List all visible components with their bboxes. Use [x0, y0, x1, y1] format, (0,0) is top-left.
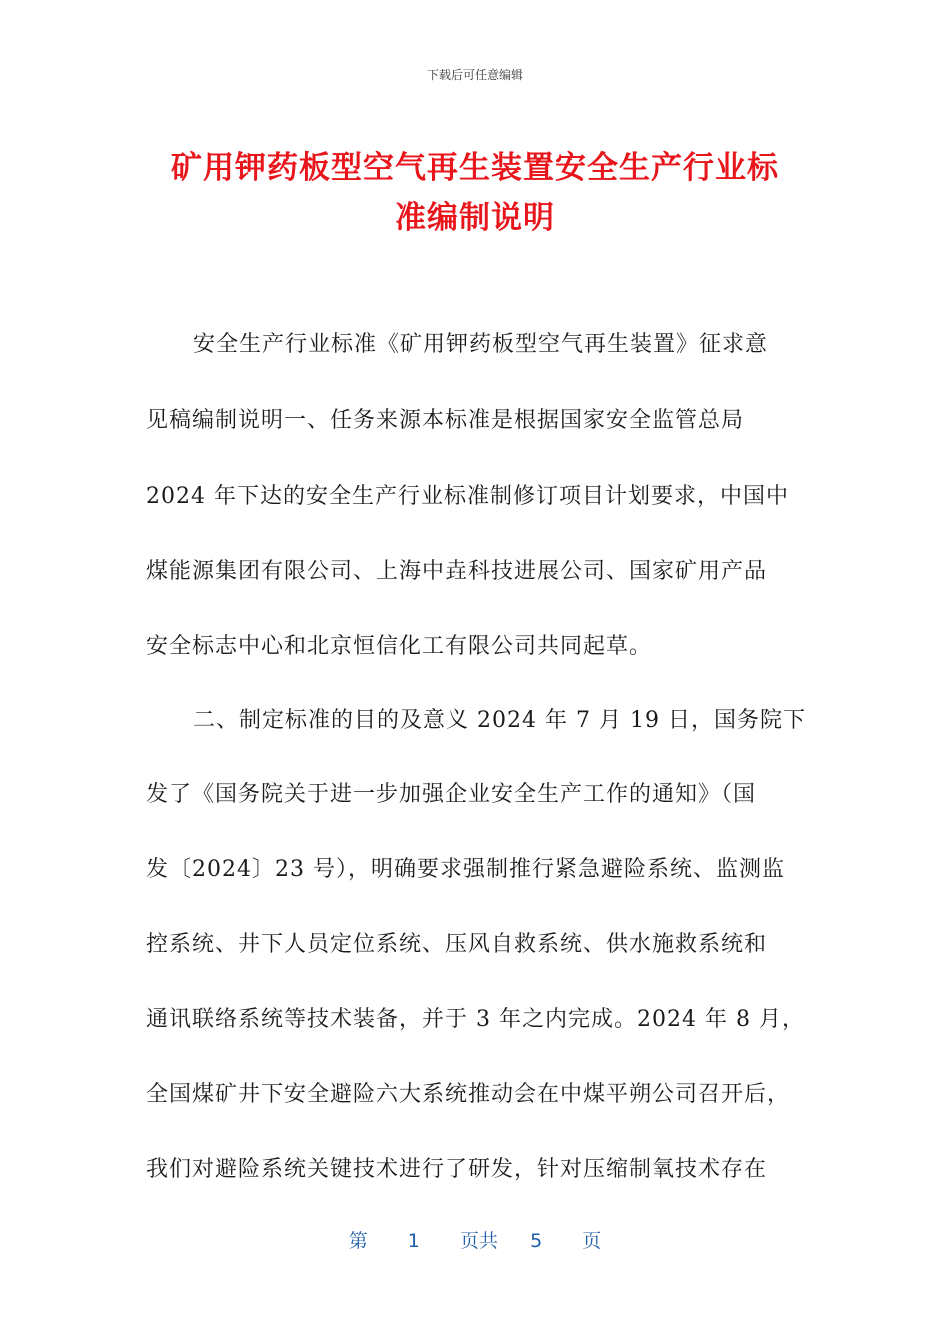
- body-line: 通讯联络系统等技术装备，并于 3 年之内完成。2024 年 8 月，: [146, 1007, 805, 1032]
- body-line: 2024 年下达的安全生产行业标准制修订项目计划要求，中国中: [146, 484, 789, 509]
- body-line: 煤能源集团有限公司、上海中垚科技进展公司、国家矿用产品: [146, 559, 768, 584]
- body-line: 发了《国务院关于进一步加强企业安全生产工作的通知》（国: [146, 782, 757, 807]
- footer-page-total: 5: [530, 1230, 543, 1252]
- body-line: 我们对避险系统关键技术进行了研发，针对压缩制氧技术存在: [146, 1157, 768, 1182]
- body-line: 见稿编制说明一、任务来源本标准是根据国家安全监管总局: [146, 408, 745, 433]
- document-title: [120, 143, 830, 243]
- footer-page-number: 1: [407, 1230, 420, 1252]
- title-line-1: 矿用钾药板型空气再生装置安全生产行业标: [171, 150, 779, 186]
- body-line: 安全标志中心和北京恒信化工有限公司共同起草。: [146, 634, 653, 659]
- body-line: 发〔2024〕23 号），明确要求强制推行紧急避险系统、监测监: [146, 857, 785, 882]
- footer-prefix: 第: [348, 1230, 368, 1252]
- body-line: 全国煤矿井下安全避险六大系统推动会在中煤平朔公司召开后，: [146, 1082, 791, 1107]
- footer-suffix: 页: [582, 1230, 602, 1252]
- body-line: 安全生产行业标准《矿用钾药板型空气再生装置》征求意: [193, 332, 769, 357]
- header-note: 下载后可任意编辑: [426, 68, 523, 82]
- page-footer: [0, 1226, 950, 1253]
- body-line: 控系统、井下人员定位系统、压风自救系统、供水施救系统和: [146, 932, 768, 957]
- title-line-2: 准编制说明: [395, 200, 555, 236]
- body-line: 二、制定标准的目的及意义 2024 年 7 月 19 日，国务院下: [193, 708, 806, 733]
- footer-mid: 页共: [459, 1230, 498, 1252]
